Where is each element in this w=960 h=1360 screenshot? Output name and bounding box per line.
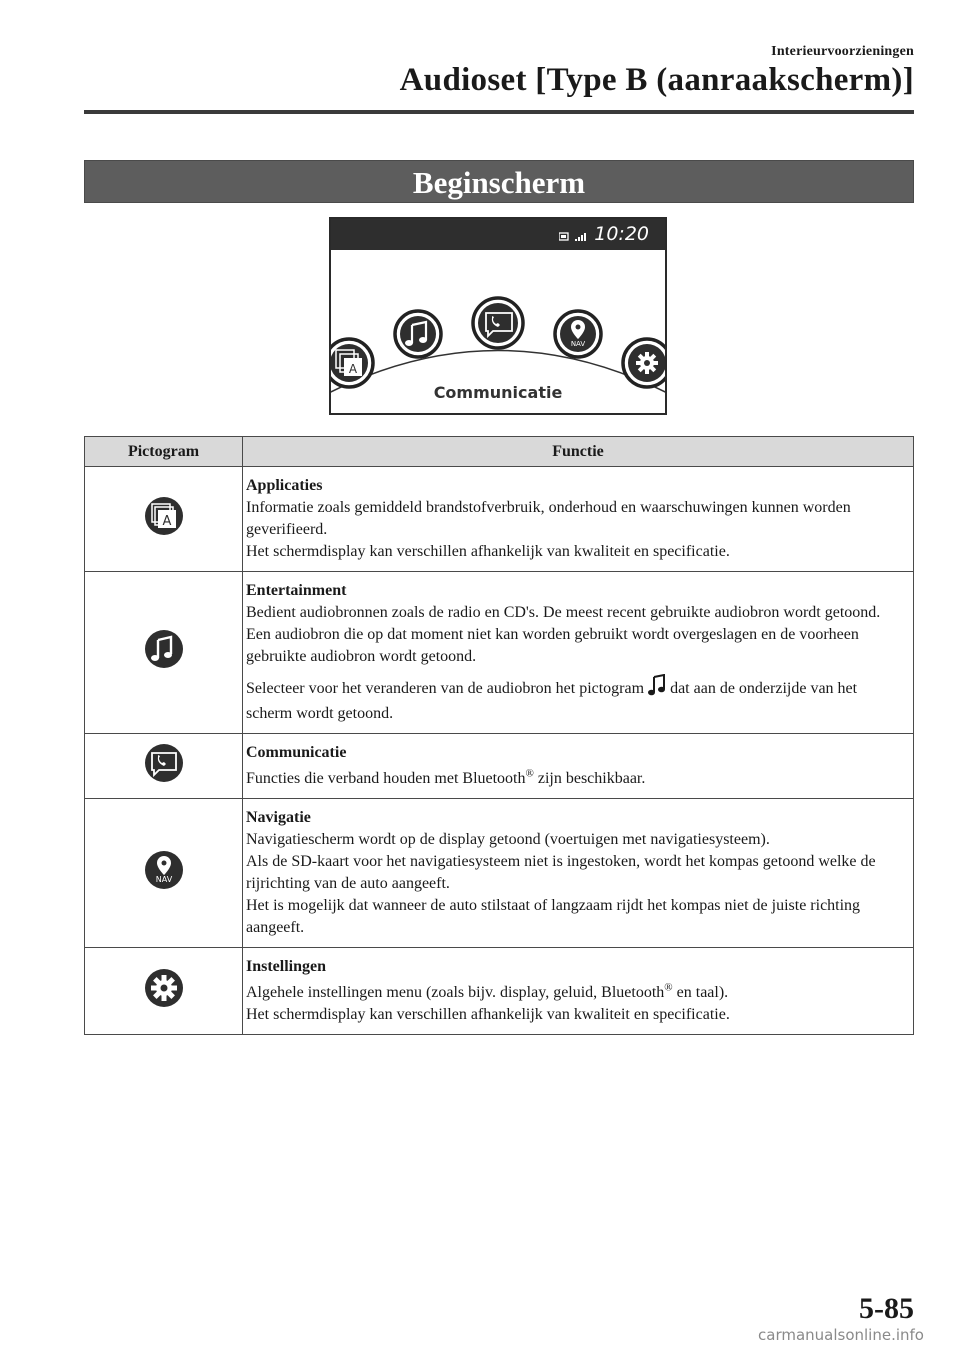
nav-pin-icon[interactable] (555, 311, 601, 357)
row-text: Het is mogelijk dat wanneer de auto stilstaat of langzaam rijdt het kompas niet de juiste richting aangeeft. (246, 897, 861, 936)
row-title: Applicaties (246, 477, 323, 494)
row-text-after: en taal). (672, 984, 729, 1001)
section-header: Interieurvoorzieningen (771, 44, 914, 59)
row-text: Als de SD-kaart voor het navigatiesysteem niet is ingestoken, wordt het kompas getoond welke de rijrichting van de auto aangeeft. (246, 853, 876, 892)
icon-cell (85, 948, 243, 1035)
home-screen-illustration (329, 217, 667, 415)
description-cell (243, 734, 914, 799)
description-cell (243, 799, 914, 948)
page-title: Audioset [Type B (aanraakscherm)] (399, 62, 914, 98)
icon-cell (85, 467, 243, 572)
row-text-before: Algehele instellingen menu (zoals bijv. display, geluid, Bluetooth (246, 984, 665, 1001)
row-text-before: Functies die verband houden met Bluetooth (246, 770, 526, 787)
col-header-pictogram: Pictogram (85, 437, 243, 467)
description-cell (243, 467, 914, 572)
svg-text:NAV: NAV (570, 340, 586, 348)
row-title: Instellingen (246, 958, 327, 975)
section-banner: Beginscherm (84, 160, 914, 203)
phone-chat-icon[interactable] (473, 298, 523, 348)
description-cell (243, 948, 914, 1035)
apps-icon[interactable] (331, 339, 373, 387)
table-row (85, 734, 914, 799)
row-title: Entertainment (246, 582, 347, 599)
row-text-after: zijn beschikbaar. (533, 770, 646, 787)
watermark: carmanualsonline.info (758, 1326, 924, 1344)
table-row (85, 467, 914, 572)
row-text: Het schermdisplay kan verschillen afhankelijk van kwaliteit en specificatie. (246, 543, 730, 560)
table-header-row (85, 437, 914, 467)
row-text: Informatie zoals gemiddeld brandstofverbruik, onderhoud en waarschuwingen kunnen worden geverifieerd. (246, 499, 851, 538)
description-cell (243, 572, 914, 734)
row-title: Communicatie (246, 744, 347, 761)
gear-icon[interactable] (623, 339, 665, 387)
table-row (85, 799, 914, 948)
row-text (246, 768, 905, 790)
function-table (84, 436, 914, 1035)
music-note-icon[interactable] (395, 311, 441, 357)
registered-mark: ® (525, 767, 534, 780)
music-note-icon (144, 656, 184, 673)
row-text-before-icon: Selecteer voor het veranderen van de audiobron het pictogram (246, 680, 645, 697)
table-row (85, 572, 914, 734)
col-header-functie: Functie (243, 437, 914, 467)
svg-text:A: A (348, 362, 358, 376)
music-note-icon (648, 674, 666, 703)
svg-text:NAV: NAV (155, 874, 172, 884)
icon-cell (85, 734, 243, 799)
table-row (85, 948, 914, 1035)
apps-icon (144, 513, 184, 540)
row-text: Het schermdisplay kan verschillen afhankelijk van kwaliteit en specificatie. (246, 1006, 730, 1023)
header-divider (84, 110, 914, 114)
svg-text:A: A (162, 513, 171, 529)
page-number: 5-85 (859, 1292, 914, 1325)
icon-cell (85, 572, 243, 734)
row-text: Navigatiescherm wordt op de display getoond (voertuigen met navigatiesysteem). (246, 831, 770, 848)
phone-chat-icon (144, 770, 184, 787)
screen-caption: Communicatie (433, 383, 563, 402)
row-text (246, 674, 905, 725)
row-text-after-icon: dat aan de onderzijde van het scherm wordt getoond. (246, 680, 858, 722)
nav-pin-icon (144, 874, 184, 894)
icon-cell (85, 799, 243, 948)
registered-mark: ® (664, 981, 673, 994)
screen-clock: 10:20 (594, 223, 649, 245)
row-text (246, 982, 905, 1004)
gear-icon (144, 995, 184, 1012)
row-title: Navigatie (246, 809, 311, 826)
row-text: Bedient audiobronnen zoals de radio en CD's. De meest recent gebruikte audiobron wordt getoond. Een audiobron die op dat moment niet kan worden gebruikt wordt overgeslagen en de voorheen gebruikte audiobron wordt getoond. (246, 604, 881, 665)
